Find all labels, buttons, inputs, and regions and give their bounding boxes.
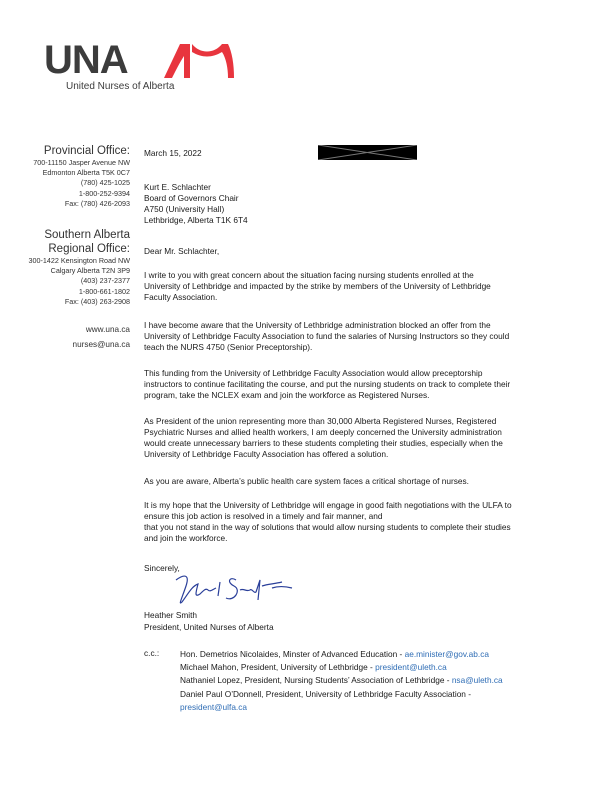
cc-entry xyxy=(180,674,580,687)
una-logo xyxy=(44,40,204,96)
cc-email-link[interactable]: president@ulfa.ca xyxy=(180,701,247,712)
logo-wordmark: UNA xyxy=(44,38,128,82)
paragraph-line: would create unnecessary barriers to these students completing their studies, especially when the xyxy=(144,438,503,448)
regional-office-title: Regional Office: xyxy=(48,243,130,255)
paragraph xyxy=(144,368,574,401)
paragraph xyxy=(144,416,574,460)
paragraph-line: University of Lethbridge Faculty Association has offered a solution. xyxy=(144,449,389,459)
regional-office-block xyxy=(0,228,130,307)
provincial-address-line: Edmonton Alberta T5K 0C7 xyxy=(42,168,130,178)
paragraph-line: that you not stand in the way of solutions that would allow nursing students to complete their studies xyxy=(144,522,511,532)
closing: Sincerely, xyxy=(144,563,180,573)
paragraph xyxy=(144,320,574,353)
paragraph-line: As President of the union representing more than 30,000 Alberta Registered Nurses, Registered xyxy=(144,416,497,426)
paragraph xyxy=(144,476,574,487)
cc-email-link[interactable]: president@uleth.ca xyxy=(375,662,447,673)
paragraph-line: I have become aware that the University of Lethbridge administration blocked an offer from the xyxy=(144,320,491,330)
recipient-block xyxy=(144,182,574,226)
regional-office-title: Southern Alberta xyxy=(44,229,130,241)
salutation: Dear Mr. Schlachter, xyxy=(144,246,220,256)
cc-email-link[interactable]: ae.minister@gov.ab.ca xyxy=(404,649,489,659)
regional-address-line: Calgary Alberta T2N 3P9 xyxy=(50,266,130,276)
cc-entry-text: Hon. Demetrios Nicolaides, Minster of Advanced Education - xyxy=(180,649,405,659)
letter-date: March 15, 2022 xyxy=(144,148,202,158)
paragraph-line: Psychiatric Nurses and allied health workers, I am deeply concerned the University administration xyxy=(144,427,502,437)
logo-org-name: United Nurses of Alberta xyxy=(66,81,175,92)
recipient-line: A750 (University Hall) xyxy=(144,204,225,214)
contact-block xyxy=(0,324,130,351)
paragraph-line: program, take the NCLEX exam and join the workforce as Registered Nurses. xyxy=(144,390,430,400)
cc-entry xyxy=(180,648,580,661)
paragraph xyxy=(144,270,574,303)
paragraph-line: University of Lethbridge and impacted by the strike by members of the University of Lethbridge xyxy=(144,281,491,291)
regional-fax: Fax: (403) 263-2908 xyxy=(64,296,130,306)
paragraph xyxy=(144,500,574,544)
provincial-tollfree: 1-800-252-9394 xyxy=(78,188,130,198)
paragraph-line: It is my hope that the University of Lethbridge will engage in good faith negotiations with the ULFA to xyxy=(144,500,512,510)
regional-phone: (403) 237-2377 xyxy=(80,276,130,286)
cc-entry-text: Nathaniel Lopez, President, Nursing Students’ Association of Lethbridge - xyxy=(180,675,452,686)
cc-entry xyxy=(180,688,580,701)
paragraph-line: Faculty Association. xyxy=(144,292,218,302)
provincial-office-block xyxy=(0,144,130,209)
cc-entry xyxy=(180,701,580,714)
cc-email-link[interactable]: nsa@uleth.ca xyxy=(451,675,503,686)
cc-entry xyxy=(180,661,580,674)
provincial-address-line: 700-11150 Jasper Avenue NW xyxy=(33,158,130,167)
cc-label: c.c.: xyxy=(144,648,160,658)
paragraph-line: As you are aware, Alberta’s public health care system faces a critical shortage of nurses. xyxy=(144,476,469,486)
provincial-fax: Fax: (780) 426-2093 xyxy=(64,198,130,208)
signer-name: Heather Smith xyxy=(144,610,198,620)
recipient-line: Lethbridge, Alberta T1K 6T4 xyxy=(144,215,248,225)
una-logo-mark-icon xyxy=(162,42,236,82)
regional-tollfree: 1-800-661-1802 xyxy=(78,286,130,296)
paragraph-line: I write to you with great concern about the situation facing nursing students enrolled at the xyxy=(144,270,474,280)
recipient-line: Board of Governors Chair xyxy=(144,193,239,203)
cc-entry-text: Daniel Paul O’Donnell, President, University of Lethbridge Faculty Association - xyxy=(180,688,471,699)
provincial-office-title: Provincial Office: xyxy=(43,145,130,157)
paragraph-line: teach the NURS 4750 (Senior Preceptorship). xyxy=(144,342,313,352)
paragraph-line: and join the workforce. xyxy=(144,533,228,543)
cc-list xyxy=(180,648,580,714)
signer-title: President, United Nurses of Alberta xyxy=(144,622,274,632)
recipient-line: Kurt E. Schlachter xyxy=(144,182,211,192)
paragraph-line: University of Lethbridge Faculty Association to fund the salaries of Nursing Instructors so they could xyxy=(144,331,510,341)
paragraph-line: This funding from the University of Lethbridge Faculty Association would allow preceptorship xyxy=(144,368,483,378)
website-link[interactable]: www.una.ca xyxy=(85,325,130,334)
provincial-phone: (780) 425-1025 xyxy=(80,178,130,188)
cc-entry-text: Michael Mahon, President, University of Lethbridge - xyxy=(180,662,376,673)
paragraph-line: instructors to continue facilitating the course, and put the nursing students on track to complete their xyxy=(144,379,511,389)
email-link[interactable]: nurses@una.ca xyxy=(72,340,130,349)
signature-icon xyxy=(174,572,294,612)
regional-address-line: 300-1422 Kensington Road NW xyxy=(28,256,130,265)
paragraph-line: ensure this job action is resolved in a timely and fair manner, and xyxy=(144,511,383,521)
